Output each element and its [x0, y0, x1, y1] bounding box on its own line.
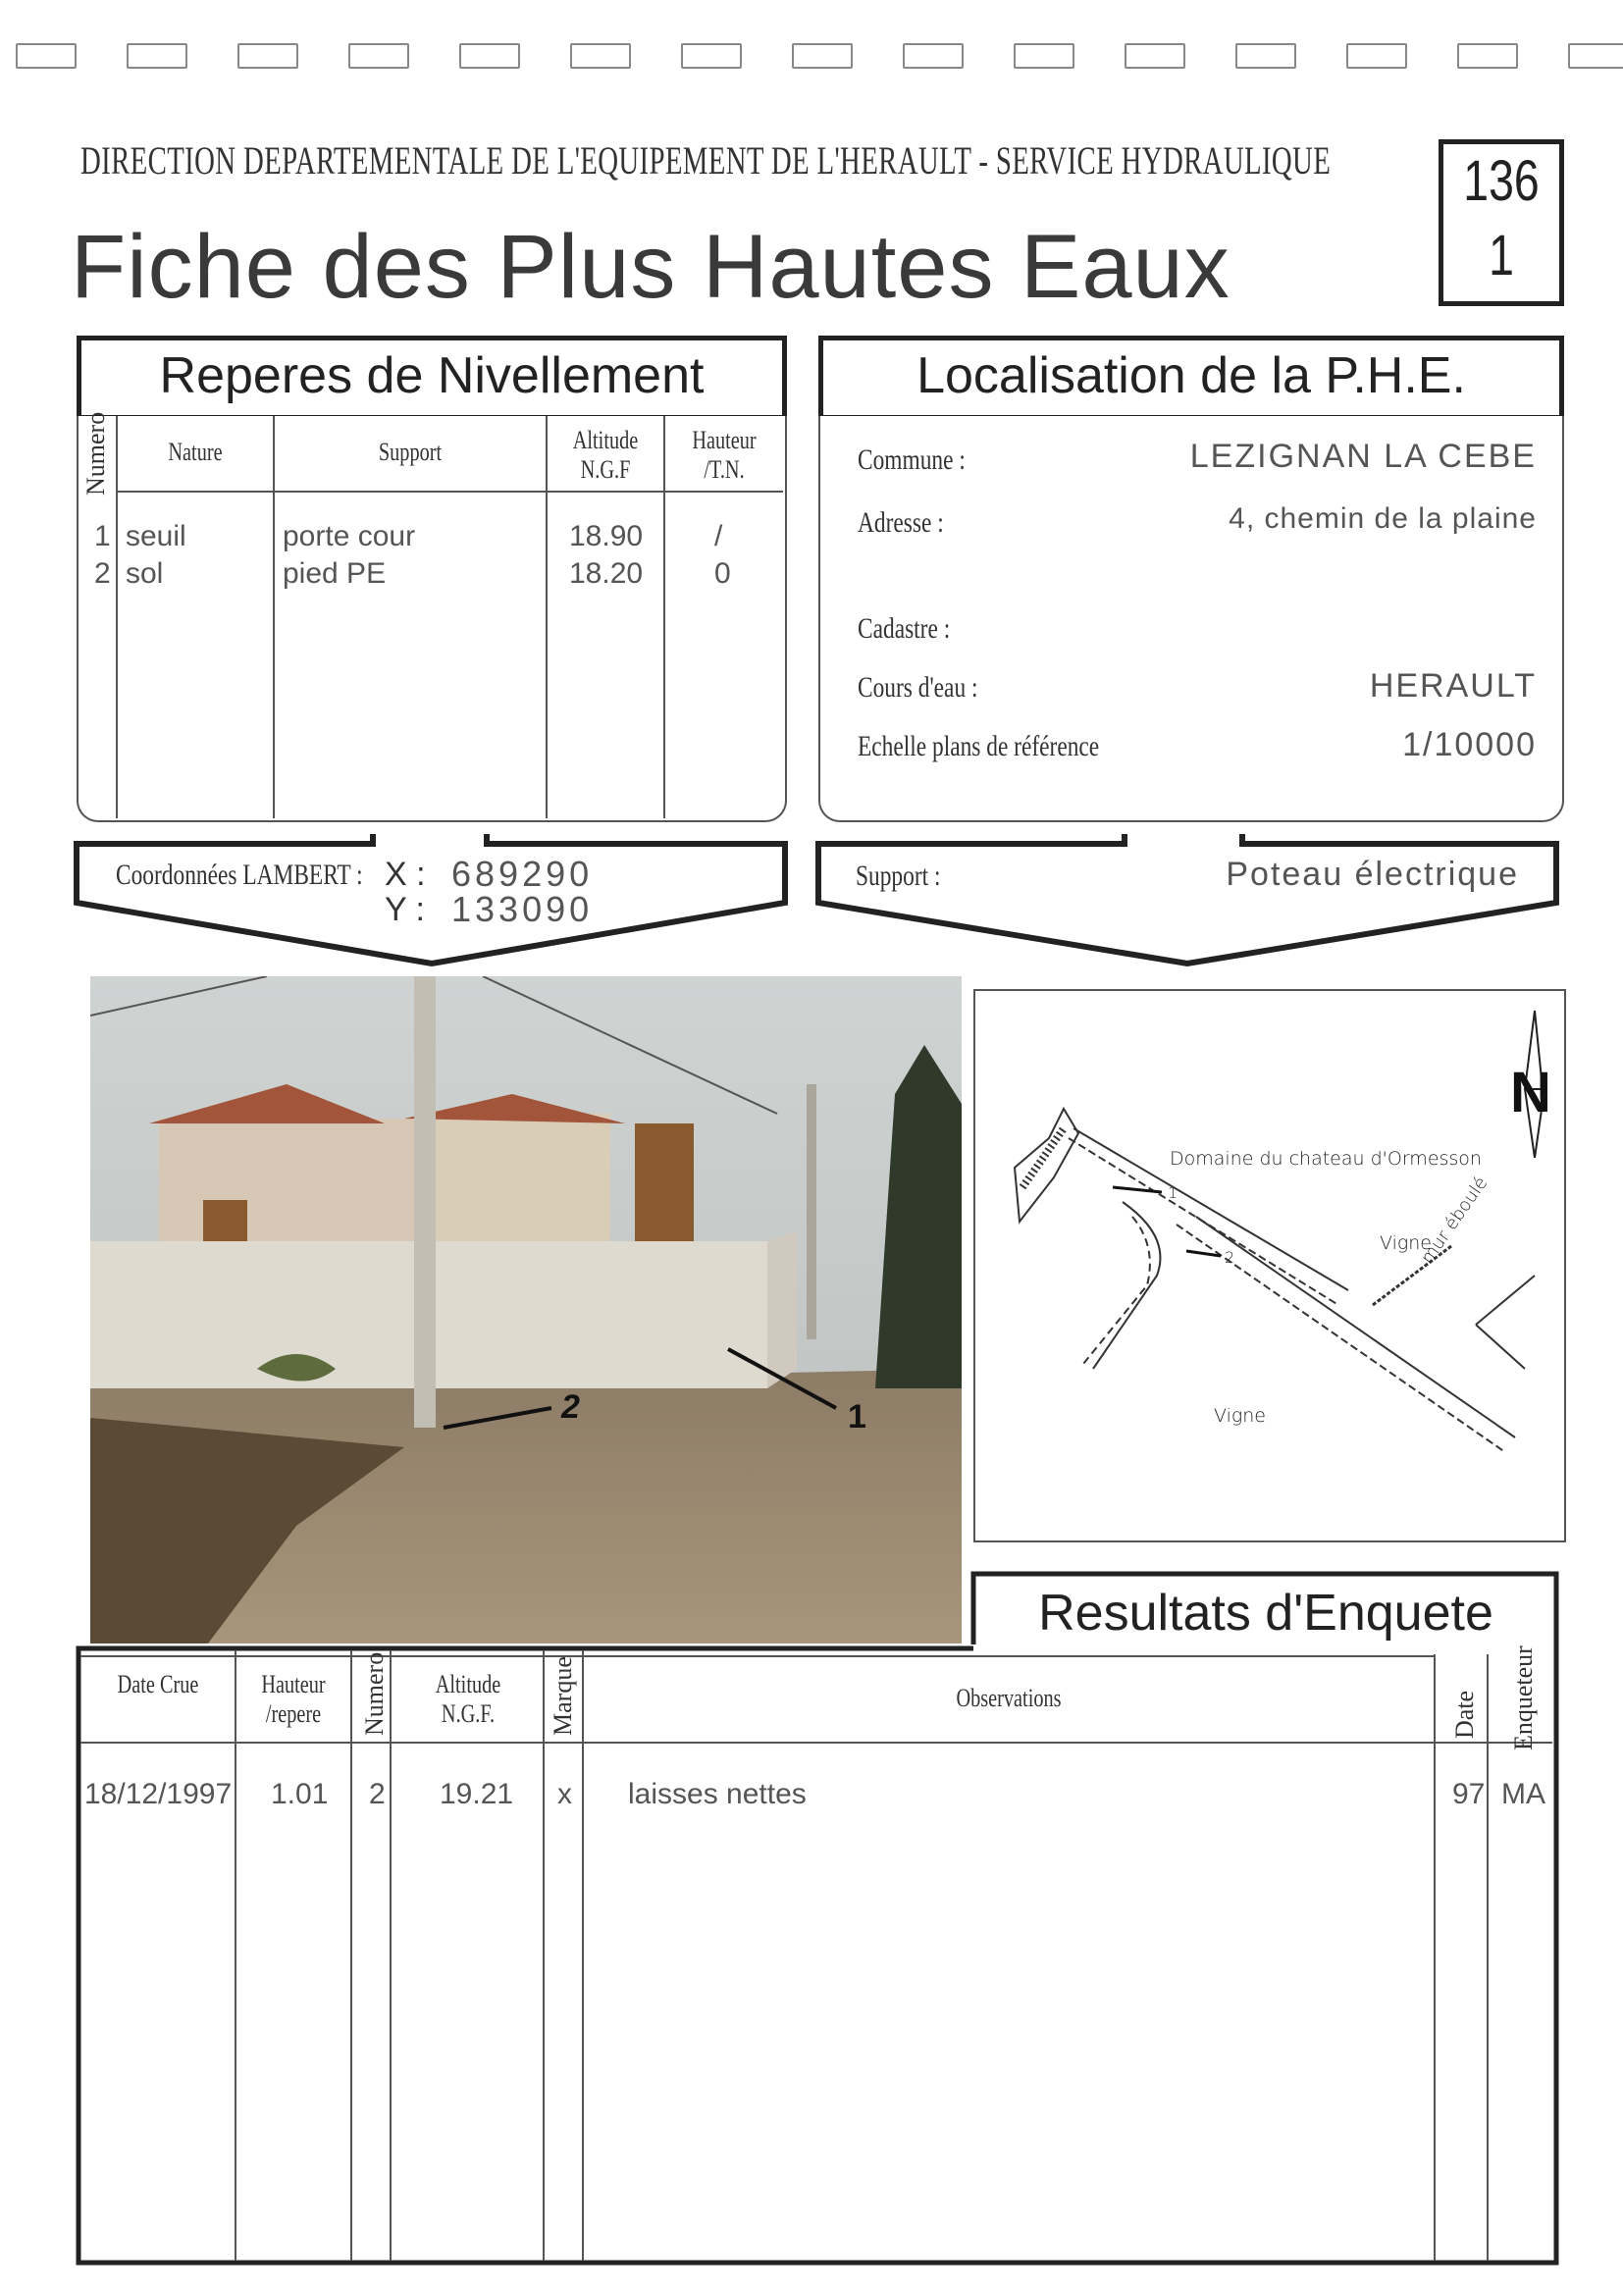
repere-1-altitude: 18.90 [569, 520, 644, 552]
col-date-crue-header: Date Crue [117, 1670, 199, 1698]
site-photo [90, 976, 962, 1644]
support-label: Support : [856, 860, 941, 892]
col-numero-header: Numero [81, 411, 110, 496]
cadastre-label: Cadastre : [858, 612, 951, 645]
col-altitude-header: Altitude N.G.F [572, 426, 639, 484]
punch-hole [681, 43, 742, 69]
punch-hole [903, 43, 964, 69]
result-1-altitude: 19.21 [440, 1778, 514, 1810]
map-mark-2: 2 [1225, 1248, 1235, 1267]
col-marque-header: Marque [549, 1656, 577, 1736]
north-icon: N [1510, 1061, 1551, 1124]
map-mark-1: 1 [1168, 1183, 1178, 1202]
repere-1-support: porte cour [283, 520, 416, 552]
punch-hole [1235, 43, 1296, 69]
punch-hole [792, 43, 853, 69]
repere-1-nature: seuil [126, 520, 186, 552]
repere-2-hauteur: 0 [714, 557, 731, 590]
punch-hole [348, 43, 409, 69]
location-map [973, 989, 1566, 1542]
lambert-y-label: Y : [385, 891, 425, 928]
localisation-title: Localisation de la P.H.E. [818, 336, 1564, 420]
col-date-header: Date [1450, 1690, 1479, 1739]
fiche-id-top: 136 [1463, 149, 1540, 213]
punch-hole [1457, 43, 1518, 69]
agency-header: DIRECTION DEPARTEMENTALE DE L'EQUIPEMENT DE L'HERAULT - SERVICE HYDRAULIQUE [80, 138, 1332, 183]
result-1-enqueteur: MA [1501, 1778, 1545, 1810]
result-1-observations: laisses nettes [628, 1778, 807, 1810]
support-value: Poteau électrique [1226, 856, 1519, 893]
punch-hole [459, 43, 520, 69]
col-numero-header: Numero [360, 1651, 389, 1736]
col-hauteur-header: Hauteur /T.N. [692, 426, 757, 484]
lambert-x-value: 689290 [451, 854, 594, 894]
commune-label: Commune : [858, 444, 966, 476]
col-hauteur-repere-header: Hauteur /repere [261, 1670, 326, 1728]
lambert-x-label: X : [385, 856, 426, 893]
echelle-label: Echelle plans de référence [858, 730, 1100, 762]
result-1-date-crue: 18/12/1997 [84, 1778, 233, 1810]
result-1-date: 97 [1452, 1778, 1486, 1810]
fiche-id-bottom: 1 [1489, 224, 1514, 287]
col-enqueteur-header: Enqueteur [1509, 1645, 1538, 1750]
col-altitude-ngf-header: Altitude N.G.F. [435, 1670, 501, 1728]
punch-hole [1568, 43, 1623, 69]
map-label-domaine: Domaine du chateau d'Ormesson [1170, 1148, 1482, 1170]
punch-hole [1346, 43, 1407, 69]
map-label-vigne-top: Vigne [1380, 1232, 1432, 1254]
adresse-label: Adresse : [858, 506, 944, 539]
lambert-pointer-frame [69, 814, 795, 971]
punch-hole [127, 43, 187, 69]
lambert-label: Coordonnées LAMBERT : [116, 859, 363, 891]
punch-hole [570, 43, 631, 69]
repere-2-altitude: 18.20 [569, 557, 644, 590]
adresse-value: 4, chemin de la plaine [1229, 502, 1537, 535]
col-observations-header: Observations [956, 1684, 1062, 1712]
col-nature-header: Nature [168, 438, 223, 466]
punch-hole [1125, 43, 1185, 69]
repere-1-hauteur: / [714, 520, 723, 552]
page-title: Fiche des Plus Hautes Eaux [71, 217, 1230, 317]
photo-mark-1: 1 [848, 1398, 866, 1435]
commune-value: LEZIGNAN LA CEBE [1189, 438, 1537, 475]
cours-deau-label: Cours d'eau : [858, 671, 978, 704]
map-label-mur-eboule: mur éboulé [1417, 1173, 1492, 1269]
photo-mark-2: 2 [561, 1388, 580, 1426]
reperes-table [77, 411, 787, 822]
cours-deau-value: HERAULT [1369, 667, 1537, 704]
map-label-vigne-bottom: Vigne [1214, 1405, 1266, 1427]
punch-hole [16, 43, 77, 69]
localisation-panel [818, 416, 1564, 822]
repere-2-nature: sol [126, 557, 164, 590]
result-1-hauteur: 1.01 [271, 1778, 329, 1810]
punch-hole [1014, 43, 1074, 69]
repere-2-support: pied PE [283, 557, 387, 590]
lambert-y-value: 133090 [451, 889, 594, 929]
fiche-id-box [1439, 139, 1564, 306]
col-support-header: Support [378, 438, 443, 466]
repere-2-num: 2 [94, 557, 111, 590]
punch-hole [237, 43, 298, 69]
repere-1-num: 1 [94, 520, 111, 552]
reperes-title: Reperes de Nivellement [77, 336, 787, 420]
echelle-value: 1/10000 [1402, 726, 1537, 763]
resultats-title: Resultats d'Enquete [1038, 1585, 1493, 1642]
result-1-marque: x [557, 1778, 572, 1810]
result-1-numero: 2 [369, 1778, 386, 1810]
